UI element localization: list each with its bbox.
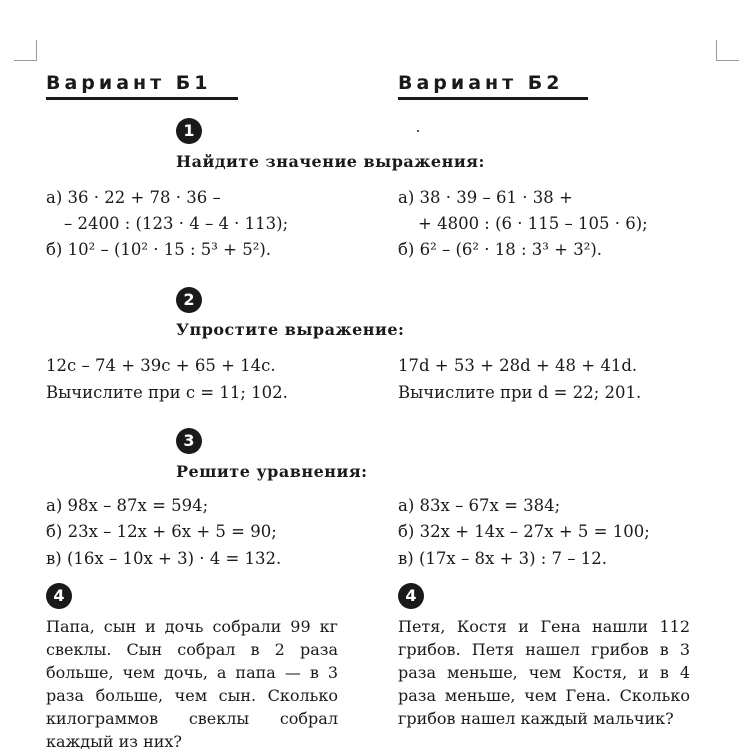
task-4-b2-number-badge: 4 xyxy=(398,583,424,609)
task-4-b1-number-badge: 4 xyxy=(46,583,72,609)
task-1-number-badge: 1 xyxy=(176,118,202,144)
task-3-b1-line-1: а) 98x – 87x = 594; xyxy=(46,496,209,515)
task-3-b2-line-3: в) (17x – 8x + 3) : 7 – 12. xyxy=(398,549,608,568)
task-3-b2-line-1: а) 83x – 67x = 384; xyxy=(398,496,561,515)
task-4-b2-problem-text: Петя, Костя и Гена нашли 112 грибов. Петя нашел грибов в 3 раза меньше, чем Костя, и в 4 раза меньше, чем Гена. Сколько грибов нашел каждый мальчик? xyxy=(398,617,690,728)
task-2-b2-line-2: Вычислите при d = 22; 201. xyxy=(398,383,642,402)
task-1-b2-line-1: а) 38 · 39 – 61 · 38 + xyxy=(398,188,573,207)
task-1-b1-line-3: б) 10² – (10² · 15 : 5³ + 5²). xyxy=(46,240,272,259)
task-3-heading: Решите уравнения: xyxy=(176,462,368,481)
page-corner-mark-right xyxy=(716,40,739,61)
task-1-b2-line-3: б) 6² – (6² · 18 : 3³ + 3²). xyxy=(398,240,603,259)
task-3-b1-line-3: в) (16x – 10x + 3) · 4 = 132. xyxy=(46,549,282,568)
task-4-b1-problem-text: Папа, сын и дочь собрали 99 кг свеклы. Сын собрал в 2 раза больше, чем дочь, а папа — в 3 раза больше, чем сын. Сколько килограммов свеклы собрал каждый из них? xyxy=(46,617,338,751)
task-1-b1-line-1: а) 36 · 22 + 78 · 36 – xyxy=(46,188,221,207)
task-1-b2-line-2: + 4800 : (6 · 115 – 105 · 6); xyxy=(418,214,648,233)
task-1-b1-line-2: – 2400 : (123 · 4 – 4 · 113); xyxy=(64,214,289,233)
task-3-b1-line-2: б) 23x – 12x + 6x + 5 = 90; xyxy=(46,522,277,541)
page-corner-mark-left xyxy=(14,40,37,61)
task-2-number-badge: 2 xyxy=(176,287,202,313)
variant-b2-title: Вариант Б2 xyxy=(398,74,588,100)
task-3-b2-line-2: б) 32x + 14x – 27x + 5 = 100; xyxy=(398,522,650,541)
variant-b1-title: Вариант Б1 xyxy=(46,74,238,100)
task-3-number-badge: 3 xyxy=(176,428,202,454)
task-2-b2-line-1: 17d + 53 + 28d + 48 + 41d. xyxy=(398,356,638,375)
task-1-heading: Найдите значение выражения: xyxy=(176,152,485,171)
task-2-b1-line-2: Вычислите при c = 11; 102. xyxy=(46,383,288,402)
scan-speck xyxy=(417,130,419,132)
task-2-b1-line-1: 12c – 74 + 39c + 65 + 14c. xyxy=(46,356,276,375)
task-2-heading: Упростите выражение: xyxy=(176,320,405,339)
